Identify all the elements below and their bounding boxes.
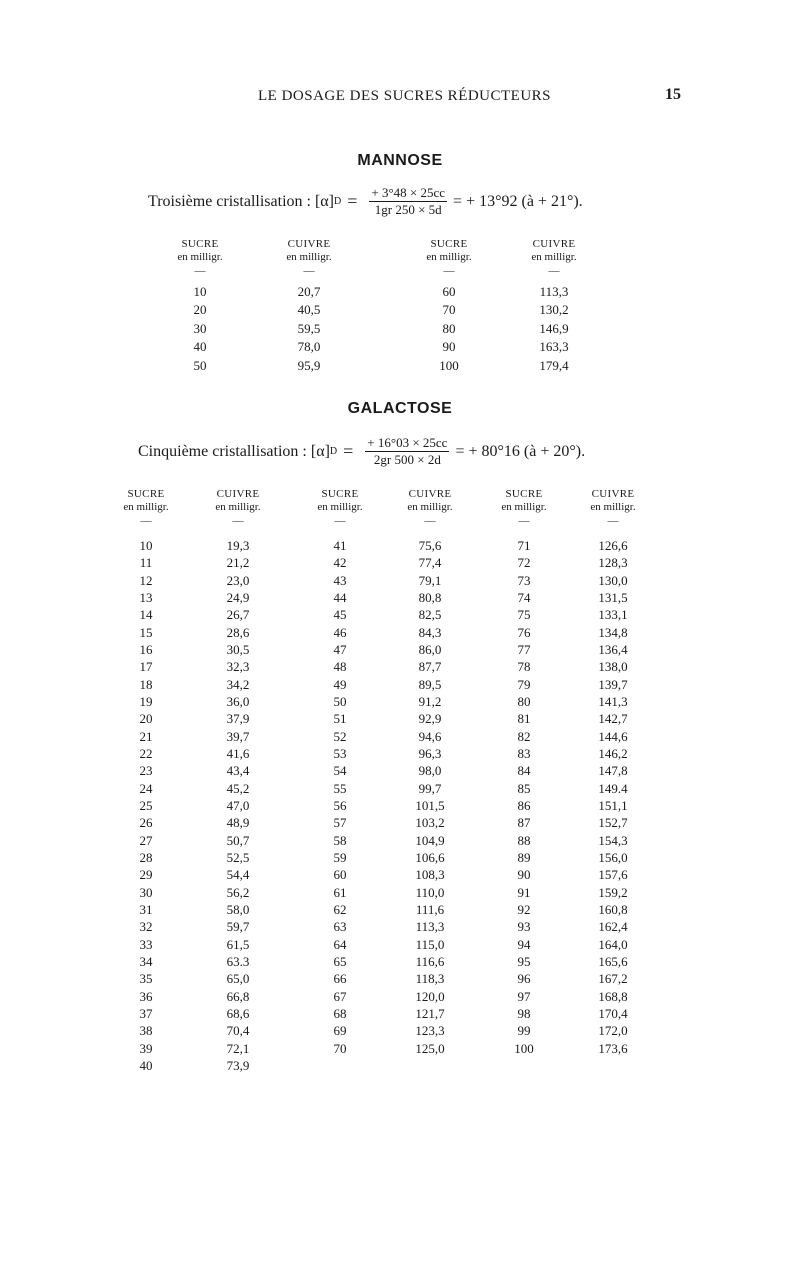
mannose-formula [148, 186, 583, 217]
table-cell: 56,2 [226, 884, 250, 900]
galactose-column [583, 537, 643, 1057]
table-cell: 24 [139, 780, 153, 796]
table-cell: 27 [139, 832, 153, 848]
table-cell: 151,1 [598, 797, 628, 813]
galactose-column-header [568, 488, 658, 528]
table-cell: 19 [139, 693, 153, 709]
table-cell: 45 [333, 607, 347, 623]
galactose-formula-result: = + 80°16 (à + 20°). [455, 442, 586, 460]
table-cell: 173,6 [598, 1040, 628, 1056]
table-cell: 106,6 [415, 849, 445, 865]
table-cell: 170,4 [598, 1005, 628, 1021]
table-cell: 70 [442, 302, 456, 318]
table-cell: 45,2 [226, 780, 250, 796]
table-cell: 160,8 [598, 901, 628, 917]
table-cell: 34,2 [226, 676, 250, 692]
table-cell: 130,0 [598, 572, 628, 588]
table-cell: 86,0 [418, 641, 442, 657]
table-cell: 28 [139, 849, 153, 865]
table-cell: 17 [139, 659, 153, 675]
table-cell: 18 [139, 676, 153, 692]
table-cell: 91,2 [418, 693, 442, 709]
table-cell: 162,4 [598, 919, 628, 935]
table-cell: 24,9 [226, 589, 250, 605]
table-cell: 15 [139, 624, 153, 640]
header-line1: CUIVRE [591, 488, 635, 500]
table-cell: 94,6 [418, 728, 442, 744]
table-cell: 54 [333, 763, 347, 779]
table-cell: 38 [139, 1023, 153, 1039]
table-cell: 138,0 [598, 659, 628, 675]
table-cell: 12 [139, 572, 153, 588]
table-cell: 58 [333, 832, 347, 848]
table-cell: 59,5 [297, 320, 321, 336]
table-cell: 58,0 [226, 901, 250, 917]
table-cell: 134,8 [598, 624, 628, 640]
header-dash: — [140, 515, 152, 527]
mannose-column-header [404, 238, 494, 278]
table-cell: 75 [517, 607, 531, 623]
table-cell: 144,6 [598, 728, 628, 744]
table-cell: 168,8 [598, 988, 628, 1004]
table-cell: 154,3 [598, 832, 628, 848]
galactose-title: GALACTOSE [347, 400, 453, 417]
table-cell: 73 [517, 572, 531, 588]
table-cell: 96,3 [418, 745, 442, 761]
table-cell: 113,3 [539, 284, 569, 299]
table-cell: 76 [517, 624, 531, 640]
table-cell: 111,6 [415, 901, 445, 917]
galactose-column [494, 537, 554, 1057]
header-line2: en milligr. [501, 501, 547, 513]
equals-sign: = [343, 441, 354, 461]
table-cell: 156,0 [598, 849, 628, 865]
header-line2: en milligr. [590, 501, 636, 513]
header-dash: — [443, 265, 455, 277]
table-cell: 28,6 [226, 624, 250, 640]
table-cell: 74 [517, 589, 531, 605]
table-cell: 47 [333, 641, 347, 657]
table-cell: 115,0 [415, 936, 445, 952]
galactose-column-header [101, 488, 191, 528]
header-line1: CUIVRE [408, 488, 452, 500]
header-dash: — [607, 515, 619, 527]
table-cell: 43,4 [226, 763, 250, 779]
table-cell: 48,9 [226, 815, 250, 831]
table-cell: 34 [139, 953, 153, 969]
table-cell: 77,4 [418, 555, 442, 571]
table-cell: 63.3 [226, 953, 250, 969]
page-number: 15 [665, 86, 681, 103]
header-line1: CUIVRE [287, 238, 331, 250]
table-cell: 86 [517, 797, 531, 813]
table-cell: 79,1 [418, 572, 442, 588]
table-cell: 95 [517, 953, 531, 969]
header-line2: en milligr. [215, 501, 261, 513]
table-cell: 110,0 [415, 884, 445, 900]
table-cell: 20 [139, 711, 153, 727]
table-cell: 21 [139, 728, 153, 744]
table-cell: 52 [333, 728, 347, 744]
mannose-column-header [264, 238, 354, 278]
table-cell: 152,7 [598, 815, 628, 831]
table-cell: 131,5 [598, 589, 628, 605]
table-cell: 68,6 [226, 1005, 250, 1021]
galactose-fraction-numerator: + 16°03 × 25cc [367, 435, 448, 450]
mannose-column-header [509, 238, 599, 278]
table-cell: 82 [517, 728, 531, 744]
table-cell: 46 [333, 624, 347, 640]
galactose-column [116, 537, 176, 1074]
header-dash: — [334, 515, 346, 527]
table-cell: 31 [139, 901, 153, 917]
table-cell: 146,9 [539, 320, 569, 336]
table-cell: 63 [333, 919, 347, 935]
table-cell: 95,9 [297, 357, 321, 373]
table-cell: 125,0 [415, 1040, 445, 1056]
galactose-fraction [365, 436, 449, 467]
header-dash: — [548, 265, 560, 277]
table-cell: 43 [333, 572, 347, 588]
table-cell: 97 [517, 988, 531, 1004]
table-cell: 20,7 [297, 284, 321, 299]
table-cell: 44 [333, 589, 347, 605]
table-cell: 49 [333, 676, 347, 692]
table-cell: 141,3 [598, 693, 628, 709]
table-cell: 123,3 [415, 1023, 445, 1039]
table-cell: 84 [517, 763, 531, 779]
header-line2: en milligr. [317, 501, 363, 513]
galactose-formula-prefix: Cinquième cristallisation : [α] [138, 442, 330, 460]
table-cell: 32,3 [226, 659, 250, 675]
table-cell: 89,5 [418, 676, 442, 692]
table-cell: 146,2 [598, 745, 628, 761]
table-cell: 40 [193, 339, 207, 355]
table-cell: 23,0 [226, 572, 250, 588]
table-cell: 26 [139, 815, 153, 831]
table-cell: 72,1 [226, 1040, 250, 1056]
table-cell: 142,7 [598, 711, 628, 727]
table-cell: 21,2 [226, 555, 250, 571]
table-cell: 104,9 [415, 832, 445, 848]
table-cell: 10 [193, 284, 207, 299]
table-cell: 39,7 [226, 728, 250, 744]
mannose-column-header [155, 238, 245, 278]
table-cell: 70,4 [226, 1023, 250, 1039]
table-cell: 61 [333, 884, 347, 900]
table-cell: 23 [139, 763, 153, 779]
table-cell: 75,6 [418, 538, 442, 553]
table-cell: 77 [517, 641, 531, 657]
table-cell: 51 [333, 711, 347, 727]
table-cell: 81 [517, 711, 531, 727]
table-cell: 164,0 [598, 936, 628, 952]
table-cell: 10 [139, 538, 153, 553]
table-cell: 93 [517, 919, 531, 935]
table-cell: 30 [139, 884, 153, 900]
table-cell: 50 [333, 693, 347, 709]
table-cell: 55 [333, 780, 347, 796]
header-line2: en milligr. [177, 251, 223, 263]
table-cell: 157,6 [598, 867, 628, 883]
header-line1: SUCRE [181, 238, 219, 250]
table-cell: 36,0 [226, 693, 250, 709]
table-cell: 60 [442, 284, 456, 299]
galactose-column-header [193, 488, 283, 528]
table-cell: 62 [333, 901, 347, 917]
galactose-column [310, 537, 370, 1057]
table-cell: 47,0 [226, 797, 250, 813]
table-cell: 37,9 [226, 711, 250, 727]
table-cell: 80,8 [418, 589, 442, 605]
table-cell: 56 [333, 797, 347, 813]
table-cell: 172,0 [598, 1023, 628, 1039]
galactose-column [208, 537, 268, 1074]
table-cell: 61,5 [226, 936, 250, 952]
mannose-title: MANNOSE [357, 152, 443, 169]
table-cell: 99 [517, 1023, 531, 1039]
table-cell: 22 [139, 745, 153, 761]
galactose-formula [138, 436, 585, 467]
table-cell: 80 [517, 693, 531, 709]
table-cell: 16 [139, 641, 153, 657]
table-cell: 41 [333, 538, 347, 553]
table-cell: 70 [333, 1040, 347, 1056]
header-line1: SUCRE [127, 488, 165, 500]
mannose-formula-result: = + 13°92 (à + 21°). [453, 192, 583, 210]
table-cell: 165,6 [598, 953, 628, 969]
table-cell: 101,5 [415, 797, 445, 813]
mannose-fraction-numerator: + 3°48 × 25cc [371, 185, 446, 200]
table-cell: 65 [333, 953, 347, 969]
table-cell: 53 [333, 745, 347, 761]
galactose-column-header [295, 488, 385, 528]
table-cell: 52,5 [226, 849, 250, 865]
table-cell: 59,7 [226, 919, 250, 935]
table-cell: 33 [139, 936, 153, 952]
table-cell: 20 [193, 302, 207, 318]
table-cell: 85 [517, 780, 531, 796]
table-cell: 13 [139, 589, 153, 605]
table-cell: 50,7 [226, 832, 250, 848]
galactose-column [400, 537, 460, 1057]
table-cell: 98,0 [418, 763, 442, 779]
table-cell: 88 [517, 832, 531, 848]
table-cell: 73,9 [226, 1057, 250, 1073]
table-cell: 87 [517, 815, 531, 831]
table-cell: 69 [333, 1023, 347, 1039]
table-cell: 65,0 [226, 971, 250, 987]
table-cell: 41,6 [226, 745, 250, 761]
table-cell: 149.4 [598, 780, 628, 796]
mannose-column [170, 283, 230, 375]
mannose-column [279, 283, 339, 375]
table-cell: 67 [333, 988, 347, 1004]
table-cell: 130,2 [539, 302, 569, 318]
table-cell: 60 [333, 867, 347, 883]
header-line2: en milligr. [123, 501, 169, 513]
table-cell: 159,2 [598, 884, 628, 900]
table-cell: 78 [517, 659, 531, 675]
table-cell: 84,3 [418, 624, 442, 640]
running-head: LE DOSAGE DES SUCRES RÉDUCTEURS [258, 88, 552, 104]
table-cell: 14 [139, 607, 153, 623]
table-cell: 92,9 [418, 711, 442, 727]
table-cell: 113,3 [415, 919, 445, 935]
table-cell: 66 [333, 971, 347, 987]
galactose-column-header [385, 488, 475, 528]
table-cell: 128,3 [598, 555, 628, 571]
galactose-formula-subscript: D [329, 446, 338, 457]
table-cell: 118,3 [415, 971, 445, 987]
table-cell: 120,0 [415, 988, 445, 1004]
table-cell: 91 [517, 884, 531, 900]
table-cell: 100 [439, 357, 459, 373]
table-cell: 92 [517, 901, 531, 917]
table-cell: 139,7 [598, 676, 628, 692]
table-cell: 100 [514, 1040, 534, 1056]
table-cell: 94 [517, 936, 531, 952]
mannose-column [524, 283, 584, 375]
galactose-column-header [479, 488, 569, 528]
table-cell: 29 [139, 867, 153, 883]
header-line2: en milligr. [531, 251, 577, 263]
header-line1: SUCRE [505, 488, 543, 500]
table-cell: 136,4 [598, 641, 628, 657]
header-dash: — [518, 515, 530, 527]
table-cell: 32 [139, 919, 153, 935]
table-cell: 108,3 [415, 867, 445, 883]
table-cell: 39 [139, 1040, 153, 1056]
table-cell: 79 [517, 676, 531, 692]
table-cell: 87,7 [418, 659, 442, 675]
table-cell: 99,7 [418, 780, 442, 796]
table-cell: 64 [333, 936, 347, 952]
table-cell: 19,3 [226, 538, 250, 553]
table-cell: 126,6 [598, 538, 628, 553]
header-line1: CUIVRE [532, 238, 576, 250]
header-dash: — [232, 515, 244, 527]
table-cell: 96 [517, 971, 531, 987]
table-cell: 57 [333, 815, 347, 831]
table-cell: 54,4 [226, 867, 250, 883]
table-cell: 26,7 [226, 607, 250, 623]
table-cell: 30 [193, 320, 207, 336]
table-cell: 30,5 [226, 641, 250, 657]
table-cell: 163,3 [539, 339, 569, 355]
table-cell: 179,4 [539, 357, 569, 373]
header-line2: en milligr. [286, 251, 332, 263]
header-dash: — [424, 515, 436, 527]
table-cell: 90 [517, 867, 531, 883]
table-cell: 50 [193, 357, 207, 373]
table-cell: 167,2 [598, 971, 628, 987]
table-cell: 35 [139, 971, 153, 987]
equals-sign: = [347, 191, 358, 211]
table-cell: 121,7 [415, 1005, 445, 1021]
header-line1: CUIVRE [216, 488, 260, 500]
header-line1: SUCRE [321, 488, 359, 500]
header-line2: en milligr. [407, 501, 453, 513]
table-cell: 133,1 [598, 607, 628, 623]
table-cell: 98 [517, 1005, 531, 1021]
table-cell: 89 [517, 849, 531, 865]
header-line2: en milligr. [426, 251, 472, 263]
table-cell: 66,8 [226, 988, 250, 1004]
table-cell: 37 [139, 1005, 153, 1021]
table-cell: 82,5 [418, 607, 442, 623]
table-cell: 71 [517, 538, 531, 553]
table-cell: 48 [333, 659, 347, 675]
table-cell: 78,0 [297, 339, 321, 355]
table-cell: 40 [139, 1057, 153, 1073]
mannose-column [419, 283, 479, 375]
table-cell: 36 [139, 988, 153, 1004]
table-cell: 90 [442, 339, 456, 355]
table-cell: 42 [333, 555, 347, 571]
table-cell: 116,6 [415, 953, 445, 969]
table-cell: 80 [442, 320, 456, 336]
header-line1: SUCRE [430, 238, 468, 250]
table-cell: 147,8 [598, 763, 628, 779]
table-cell: 40,5 [297, 302, 321, 318]
mannose-fraction-denominator: 1gr 250 × 5d [374, 202, 442, 217]
header-dash: — [194, 265, 206, 277]
mannose-fraction [369, 186, 447, 217]
table-cell: 83 [517, 745, 531, 761]
table-cell: 59 [333, 849, 347, 865]
header-dash: — [303, 265, 315, 277]
table-cell: 11 [139, 555, 153, 571]
table-cell: 68 [333, 1005, 347, 1021]
mannose-formula-subscript: D [334, 196, 342, 207]
table-cell: 72 [517, 555, 531, 571]
table-cell: 103,2 [415, 815, 445, 831]
mannose-formula-prefix: Troisième cristallisation : [α] [148, 192, 334, 210]
table-cell: 25 [139, 797, 153, 813]
galactose-fraction-denominator: 2gr 500 × 2d [373, 452, 441, 467]
